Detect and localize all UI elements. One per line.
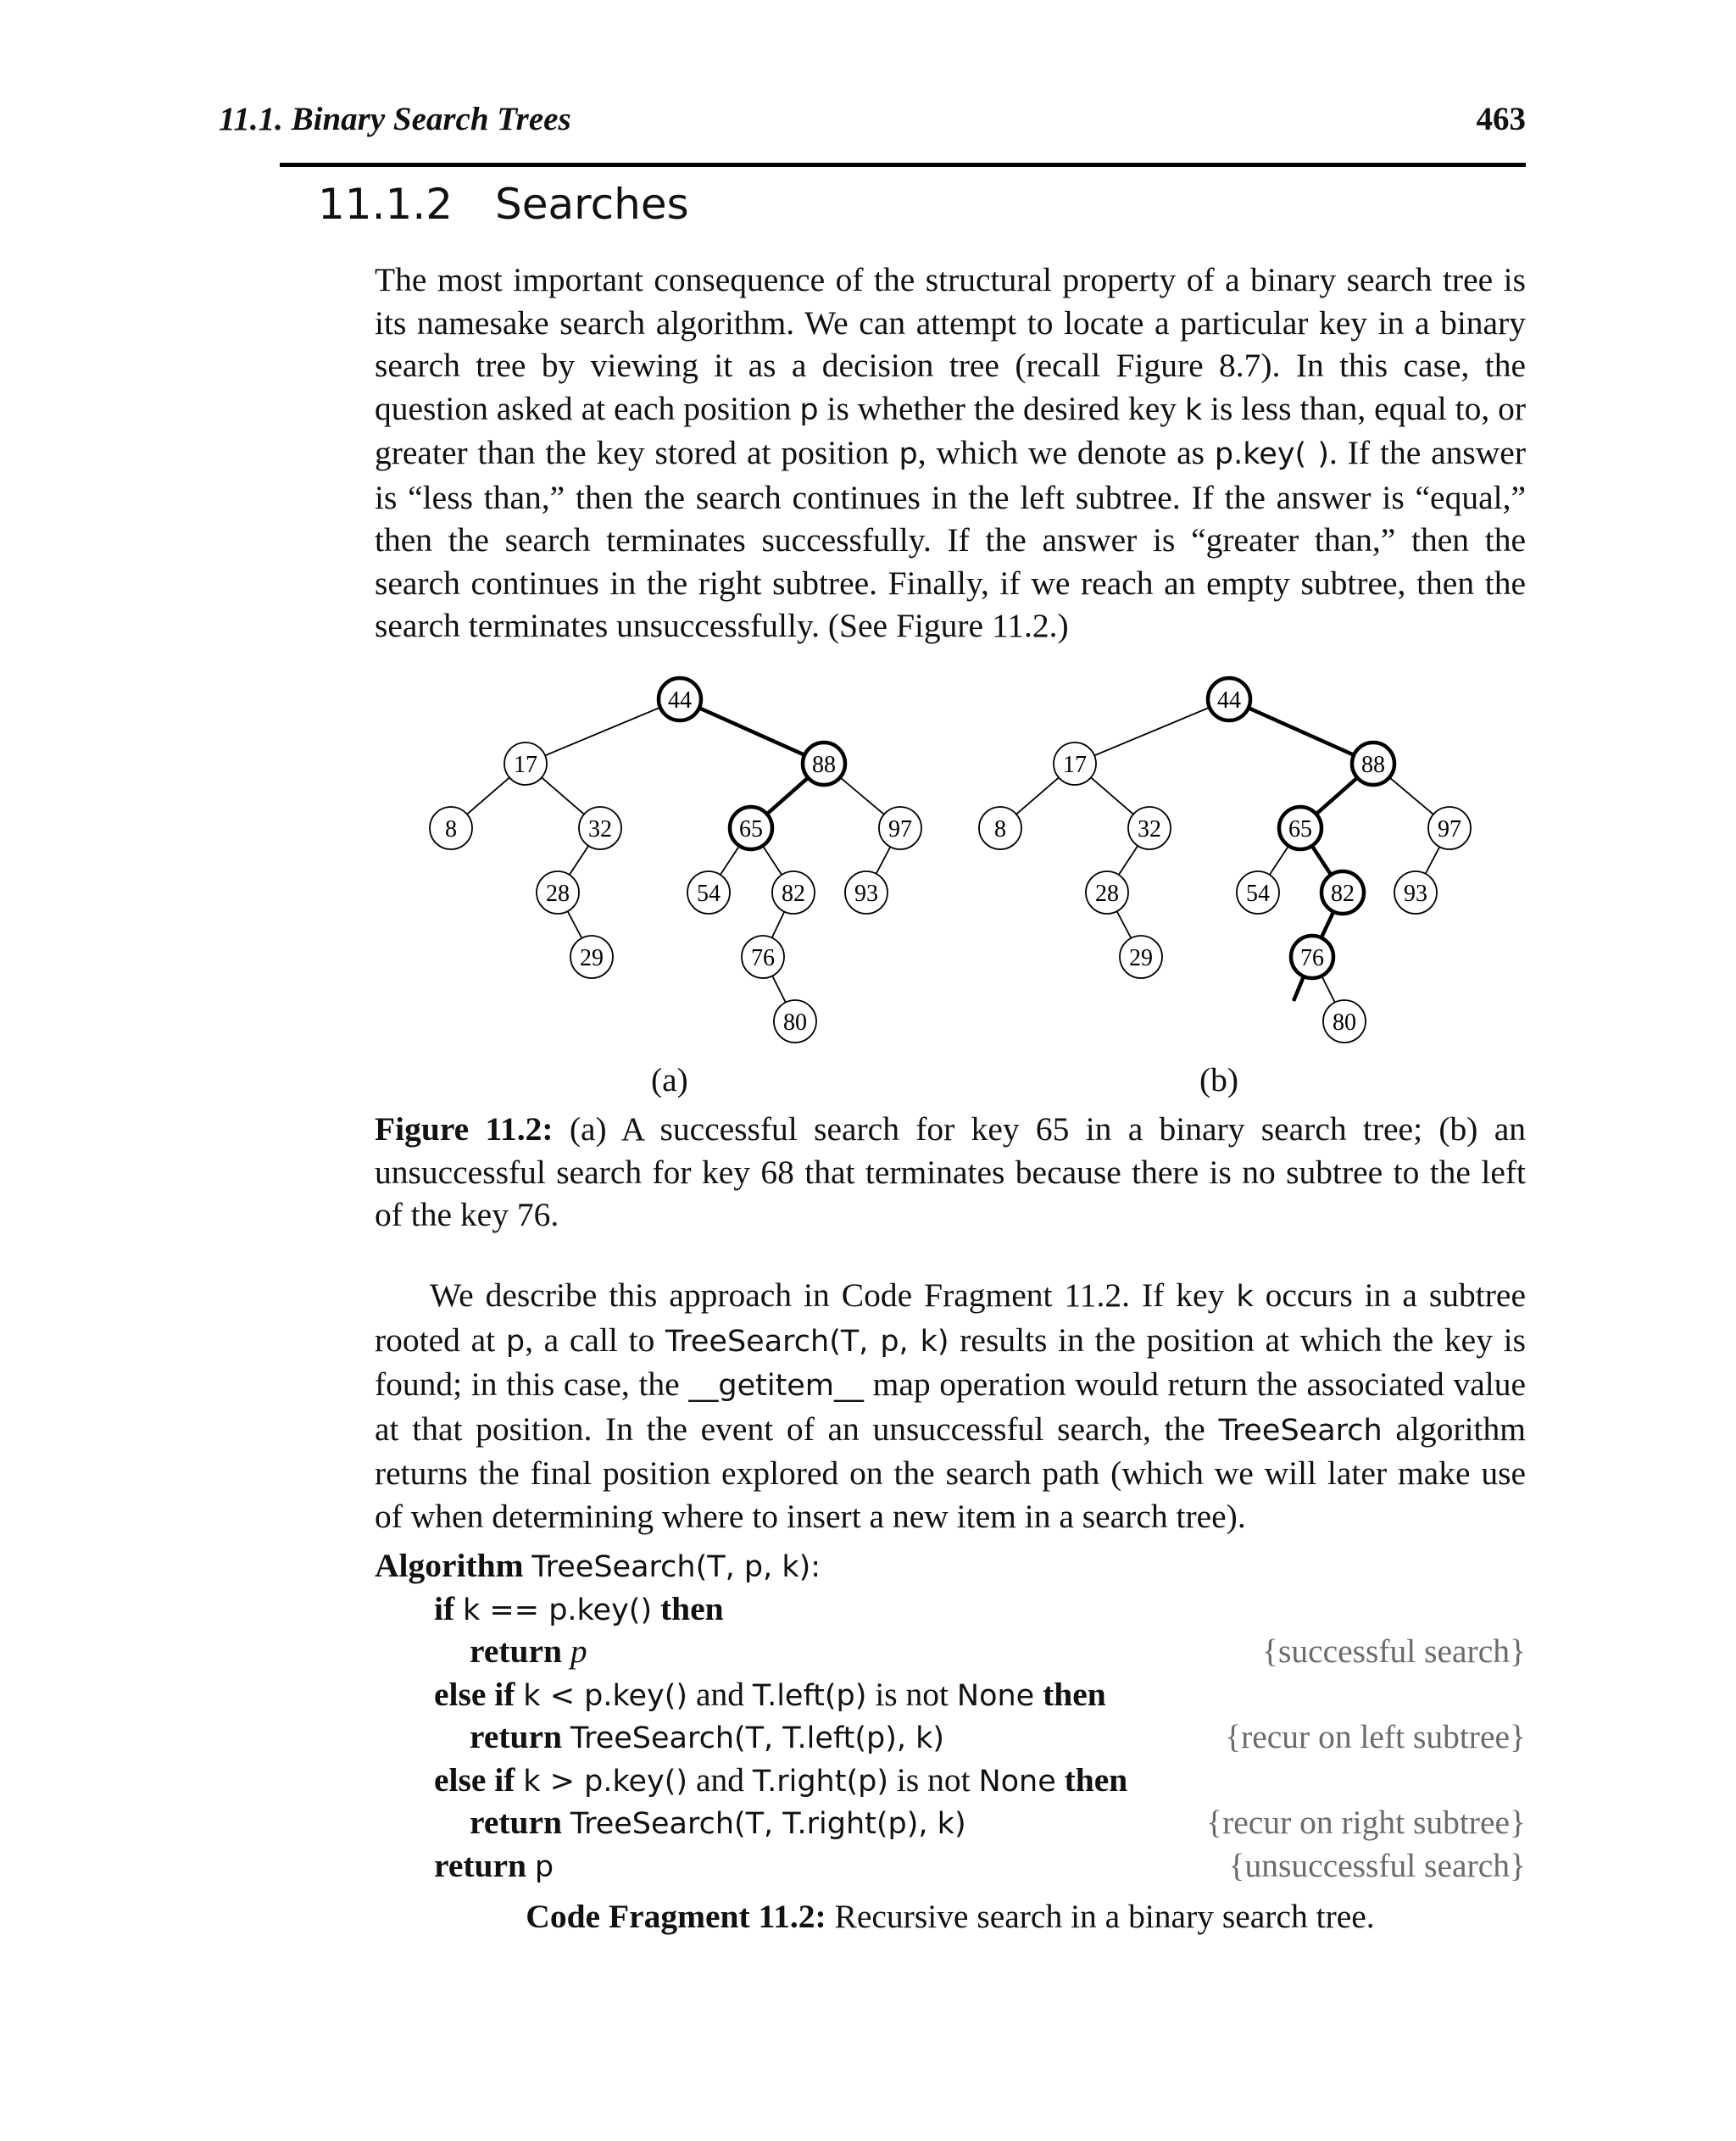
code-span: p bbox=[505, 1324, 526, 1359]
intro-paragraph bbox=[375, 259, 1526, 648]
algorithm-line bbox=[470, 1801, 966, 1843]
code-span: T.right(p) bbox=[752, 1764, 888, 1799]
code-span: None bbox=[978, 1764, 1056, 1799]
text-run bbox=[515, 1676, 523, 1713]
tree-edge bbox=[467, 777, 509, 814]
tree-node-key: 17 bbox=[514, 752, 537, 778]
running-head-title: 11.1. Binary Search Trees bbox=[219, 101, 571, 137]
tree-node-key: 82 bbox=[782, 881, 805, 907]
text-run: is not bbox=[887, 1760, 979, 1799]
tree-node-key: 44 bbox=[1217, 687, 1241, 714]
tree-edge bbox=[1016, 777, 1059, 814]
tree-node-key: 32 bbox=[1138, 816, 1161, 842]
tree-node-key: 17 bbox=[1063, 752, 1087, 778]
algorithm-line bbox=[434, 1844, 554, 1887]
text-run: The most important consequence of the structural property of a binary search tree is its namesake search algorithm. We can attempt to locate a particular key in a binary search tree by viewing it as a decision tree (recall Figure 8.7). In this case, the question asked at each position bbox=[375, 261, 1526, 427]
page-number: 463 bbox=[1476, 101, 1526, 137]
code-fragment-caption-label: Code Fragment 11.2: bbox=[526, 1898, 826, 1935]
tree-node-key: 28 bbox=[1095, 881, 1119, 907]
text-run: We describe this approach in Code Fragment 11.2. If key bbox=[430, 1276, 1237, 1314]
algorithm-comment: {successful search} bbox=[1261, 1632, 1526, 1670]
code-span: k == p.key() bbox=[463, 1593, 653, 1627]
text-run: is less than, equal to, or greater than the key stored at position bbox=[375, 389, 1526, 471]
text-run: results in the position at which the key is found; in this case, the bbox=[375, 1321, 1527, 1403]
code-span: TreeSearch(T, p, k) bbox=[665, 1324, 949, 1359]
tree-edge bbox=[1312, 846, 1332, 875]
algorithm-line bbox=[434, 1673, 1106, 1716]
keyword: then bbox=[1064, 1760, 1128, 1799]
text-run bbox=[524, 1547, 532, 1584]
code-span: p.key( ) bbox=[1214, 437, 1329, 471]
tree-node-key: 80 bbox=[783, 1009, 807, 1036]
keyword: return bbox=[470, 1718, 562, 1755]
tree-edge bbox=[763, 846, 782, 875]
keyword: then bbox=[659, 1589, 724, 1627]
tree-node-key: 44 bbox=[668, 687, 692, 714]
code-span: k < p.key() bbox=[523, 1678, 688, 1713]
tree-node-key: 93 bbox=[1404, 881, 1427, 907]
search-dead-end bbox=[1294, 976, 1304, 1001]
code-span: T.left(p) bbox=[752, 1678, 867, 1713]
text-run: , a call to bbox=[525, 1321, 666, 1359]
algorithm-line bbox=[470, 1716, 944, 1758]
text-run: map operation would return the associated value at that position. In the event of an unsuccessful search, the bbox=[375, 1365, 1526, 1448]
tree-edge bbox=[721, 846, 740, 875]
text-run: occurs in a subtree rooted at bbox=[375, 1276, 1526, 1359]
algorithm-comment: {unsuccessful search} bbox=[1228, 1846, 1526, 1884]
tree-node-key: 29 bbox=[580, 945, 604, 971]
text-run: , which we denote as bbox=[917, 434, 1215, 471]
keyword: else if bbox=[434, 1760, 515, 1799]
tree-edge bbox=[1321, 912, 1334, 938]
tree-edge bbox=[542, 777, 584, 814]
text-run: algorithm returns the final position explored on the search path (which we will later make use of when determining where to insert a new item in a search tree). bbox=[375, 1410, 1526, 1535]
tree-edge bbox=[699, 708, 804, 755]
keyword: return bbox=[470, 1632, 562, 1670]
section-heading bbox=[318, 180, 689, 229]
keyword: return bbox=[434, 1846, 526, 1884]
tree-node-key: 8 bbox=[445, 816, 457, 842]
tree-node-key: 8 bbox=[994, 816, 1006, 842]
tree-edge bbox=[570, 846, 589, 875]
tree-edge bbox=[772, 976, 786, 1002]
header-rule bbox=[280, 163, 1526, 167]
algorithm-comment: {recur on right subtree} bbox=[1206, 1804, 1526, 1841]
algorithm-line bbox=[470, 1630, 587, 1672]
tree-node-key: 93 bbox=[854, 881, 878, 907]
tree-node-key: 32 bbox=[588, 816, 612, 842]
tree-edge bbox=[1389, 777, 1433, 815]
keyword: then bbox=[1043, 1675, 1106, 1713]
figure-caption-label: Figure 11.2: bbox=[375, 1110, 554, 1148]
approach-paragraph bbox=[375, 1274, 1526, 1538]
text-run bbox=[652, 1590, 660, 1627]
text-run bbox=[1034, 1676, 1043, 1713]
tree-node-key: 97 bbox=[1438, 816, 1461, 842]
text-run bbox=[454, 1590, 463, 1627]
tree-node-key: 80 bbox=[1333, 1009, 1356, 1036]
code-span: p bbox=[799, 392, 819, 427]
running-head bbox=[219, 100, 1526, 142]
keyword: return bbox=[470, 1804, 562, 1841]
tree-edge bbox=[1321, 976, 1335, 1002]
text-run: and bbox=[687, 1675, 753, 1713]
text-run bbox=[515, 1761, 523, 1799]
algorithm-line bbox=[434, 1588, 724, 1630]
text-run bbox=[562, 1632, 570, 1670]
tree-node-key: 28 bbox=[546, 881, 570, 907]
text-run bbox=[1056, 1761, 1065, 1799]
tree-b bbox=[979, 678, 1471, 1043]
tree-node-key: 65 bbox=[739, 816, 763, 842]
code-span: p bbox=[899, 437, 918, 471]
algorithm-line bbox=[434, 1759, 1127, 1801]
code-span: None bbox=[956, 1678, 1035, 1713]
code-span: TreeSearch(T, T.left(p), k) bbox=[570, 1721, 945, 1755]
keyword: Algorithm bbox=[375, 1547, 524, 1584]
text-run: . If the answer is “less than,” then the search continues in the left subtree. If the answer is “equal,” then the search terminates successfully. If the answer is “greater than,” then the search continues in the right subtree. Finally, if we reach an empty subtree, then the search terminates unsuccessfully. (See Figure 11.2.) bbox=[375, 434, 1526, 644]
tree-edge bbox=[840, 777, 884, 815]
code-span: k > p.key() bbox=[523, 1764, 688, 1799]
text-run bbox=[562, 1804, 570, 1841]
algorithm-line bbox=[375, 1544, 821, 1587]
code-span: k bbox=[1236, 1280, 1254, 1314]
tree-node-key: 65 bbox=[1288, 816, 1312, 842]
tree-node-key: 54 bbox=[697, 881, 721, 907]
code-span: p bbox=[534, 1849, 554, 1884]
tree-node-key: 76 bbox=[1300, 945, 1324, 971]
section-number: 11.1.2 bbox=[318, 180, 453, 229]
code-span: TreeSearch(T, T.right(p), k) bbox=[570, 1807, 966, 1841]
tree-edge bbox=[1270, 846, 1289, 875]
text-run bbox=[562, 1718, 570, 1755]
text-run bbox=[526, 1847, 535, 1884]
tree-node-key: 54 bbox=[1246, 881, 1270, 907]
tree-edge bbox=[1426, 847, 1440, 874]
tree-a-label: (a) bbox=[651, 1061, 688, 1098]
text-run: is whether the desired key bbox=[818, 389, 1185, 427]
keyword: if bbox=[434, 1589, 455, 1627]
tree-node-key: 76 bbox=[751, 945, 775, 971]
approach-paragraph-text bbox=[375, 1274, 1526, 1538]
section-title: Searches bbox=[495, 180, 689, 229]
tree-b-label: (b) bbox=[1199, 1061, 1239, 1098]
tree-node-key: 97 bbox=[888, 816, 912, 842]
figure-11-2 bbox=[407, 674, 1509, 1110]
text-run: and bbox=[687, 1760, 753, 1799]
code-span: TreeSearch bbox=[1218, 1413, 1383, 1448]
tree-node-key: 88 bbox=[812, 752, 836, 778]
tree-edge bbox=[545, 708, 660, 756]
tree-edge bbox=[1316, 778, 1358, 815]
tree-edge bbox=[876, 847, 891, 874]
tree-a bbox=[430, 678, 921, 1043]
tree-node-key: 88 bbox=[1361, 752, 1385, 778]
code-fragment-caption-text: Recursive search in a binary search tree. bbox=[826, 1898, 1375, 1935]
tree-edge bbox=[772, 912, 785, 938]
keyword: else if bbox=[434, 1675, 515, 1713]
tree-edge bbox=[1091, 777, 1133, 814]
text-run: is not bbox=[866, 1675, 957, 1713]
tree-edge bbox=[1117, 911, 1132, 938]
intro-paragraph-text bbox=[375, 259, 1526, 648]
code-span: __getitem__ bbox=[688, 1369, 864, 1403]
tree-edge bbox=[1094, 708, 1210, 756]
figure-caption-text: (a) A successful search for key 65 in a binary search tree; (b) an unsuccessful search for key 68 that terminates because there is no subtree to the left of the key 76. bbox=[375, 1110, 1526, 1233]
tree-edge bbox=[767, 778, 809, 815]
variable: p bbox=[570, 1632, 587, 1670]
tree-edge bbox=[1249, 708, 1354, 755]
tree-node-key: 29 bbox=[1129, 945, 1153, 971]
algorithm-comment: {recur on left subtree} bbox=[1225, 1718, 1526, 1755]
figure-caption bbox=[375, 1108, 1526, 1237]
code-fragment-caption bbox=[375, 1897, 1526, 1936]
tree-edge bbox=[1119, 846, 1138, 875]
tree-node-key: 82 bbox=[1331, 881, 1355, 907]
code-span: TreeSearch(T, p, k): bbox=[531, 1550, 821, 1584]
code-span: k bbox=[1184, 392, 1203, 427]
tree-edge bbox=[568, 911, 582, 938]
